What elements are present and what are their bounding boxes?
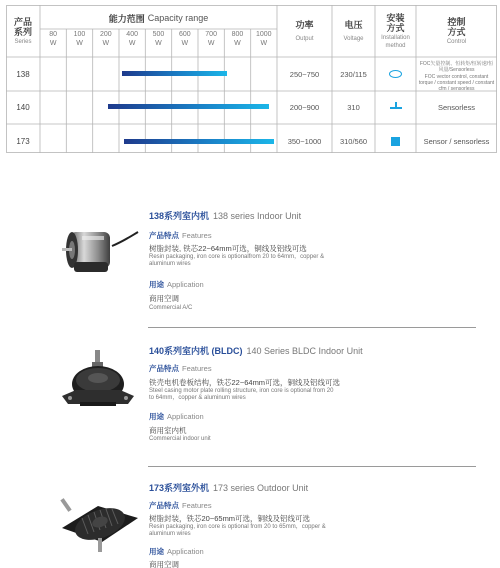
capacity-tick: 500 W (152, 31, 165, 47)
output-138: 250~750 (289, 70, 320, 79)
control-173: Sensor / sensorless (423, 137, 490, 146)
voltage-138: 230/115 (340, 70, 367, 79)
application-heading: 用途 Application (149, 280, 204, 289)
capacity-bar-140 (108, 104, 269, 109)
application-text-cn: 商用室内机 (149, 426, 187, 435)
features-text-cn: 树脂封装，铁芯20~65mm可选，铜线及铝线可选 (149, 514, 311, 523)
features-text-cn: 铁壳电机卷板结构，铁芯22~64mm可选，铜线及铝线可选 (149, 378, 341, 387)
header-installation: 安装方式 Installation method (381, 12, 410, 49)
product-title: 140系列室内机 (BLDC) 140 Series BLDC Indoor Unit (149, 346, 363, 356)
output-173: 350~1000 (287, 137, 322, 146)
control-140: Sensorless (437, 103, 476, 112)
section-divider (148, 466, 476, 467)
row-series-138: 138 (16, 70, 30, 79)
features-heading: 产品特点 Features (149, 501, 212, 510)
voltage-140: 310 (347, 103, 360, 112)
application-text-cn: 商用空调 (149, 294, 179, 303)
capacity-tick: 800 W (231, 31, 244, 47)
features-text-cn: 树脂封装, 铁芯22~64mm可选，铜线及铝线可选 (149, 244, 307, 253)
control-138: FOC矢量控制、恒转矩/恒转速/恒风量/Sensorless FOC vector control, constant torque / constant speed / constant cfm / sensorless (418, 61, 495, 92)
plate-mount-icon (390, 102, 402, 109)
application-text-en: Commercial A/C (149, 305, 193, 311)
row-series-173: 173 (16, 137, 30, 146)
output-140: 200~900 (289, 103, 320, 112)
application-heading: 用途 Application (149, 412, 204, 421)
capacity-spec-table (6, 5, 497, 153)
product-title: 138系列室内机 138 series Indoor Unit (149, 211, 302, 221)
application-text-cn: 商用空调 (149, 560, 179, 568)
capacity-bar-173 (124, 139, 274, 144)
header-voltage: 电压 Voltage (343, 19, 364, 42)
oval-icon (389, 70, 402, 78)
header-control: 控制方式 Control (446, 16, 467, 45)
capacity-tick: 700 W (205, 31, 217, 47)
features-text-en: Resin packaging, iron core is optionalfrom 20 to 64mm，copper & aluminum wires (149, 254, 325, 267)
motor-173-image (58, 488, 142, 554)
capacity-tick: 200 W (99, 31, 112, 47)
capacity-tick: 1000 W (256, 31, 272, 47)
motor-140-image (56, 350, 140, 412)
section-divider (148, 327, 476, 328)
application-heading: 用途 Application (149, 547, 204, 556)
application-text-en: Commercial indoor unit (149, 436, 211, 442)
square-icon (391, 137, 400, 146)
features-text-en: Resin packaging, iron core is optional from 20 to 65mm，copper & aluminum wires (149, 524, 326, 537)
product-title: 173系列室外机 173 series Outdoor Unit (149, 483, 309, 493)
capacity-tick: 400 W (126, 31, 138, 47)
features-heading: 产品特点 Features (149, 364, 212, 373)
voltage-173: 310/560 (339, 137, 368, 146)
row-series-140: 140 (16, 103, 30, 112)
capacity-bar-138 (122, 71, 227, 76)
capacity-tick: 100 W (73, 31, 86, 47)
header-output: 功率 Output (295, 19, 314, 42)
features-text-en: Steel casing motor plate rolling structure, iron core is optional from 20 to 64mm，copper & aluminum wires (149, 388, 334, 401)
header-capacity-range: 能力范围 Capacity range (108, 13, 209, 24)
capacity-tick: 600 W (178, 31, 191, 47)
header-series: 产品系列 Series (13, 16, 32, 45)
features-heading: 产品特点 Features (149, 231, 212, 240)
capacity-tick: 80 W (49, 31, 58, 47)
motor-138-image (62, 222, 140, 284)
